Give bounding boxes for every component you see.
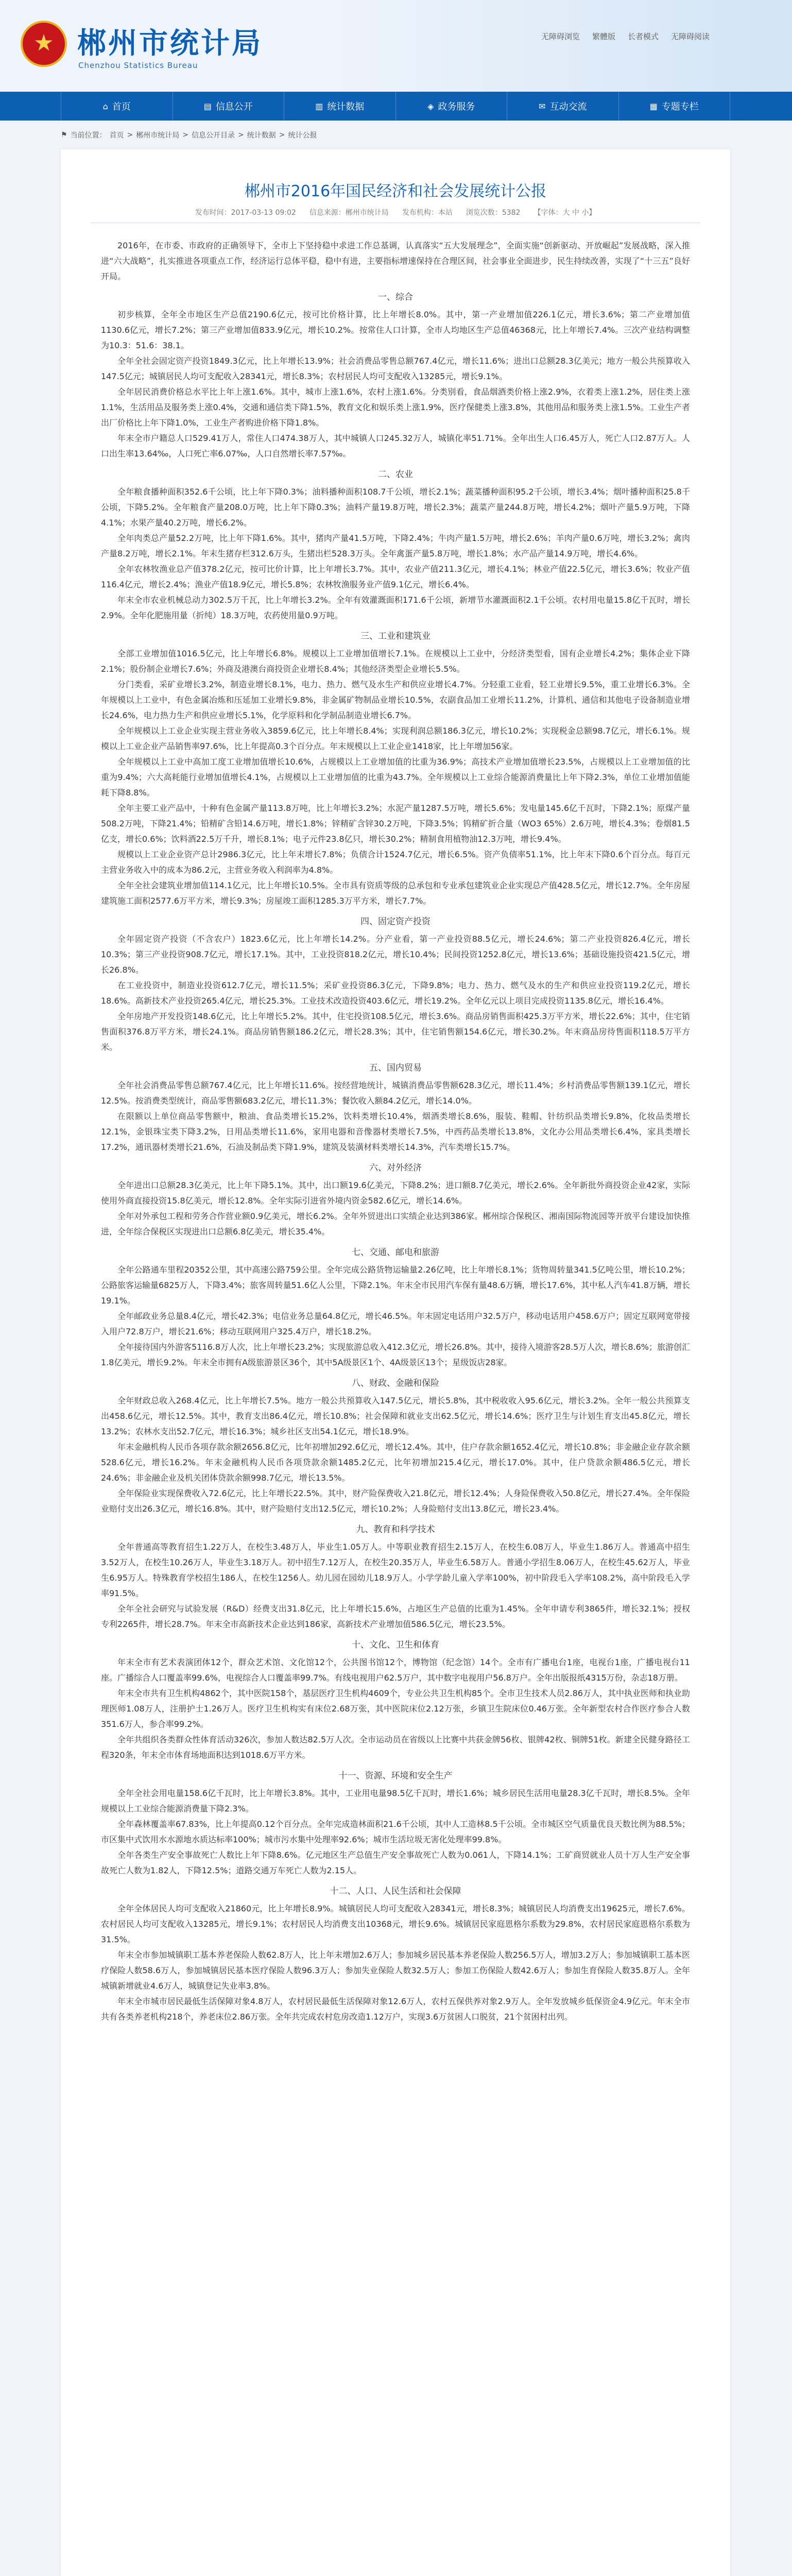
paragraph: 年末金融机构人民币各项存款余额2656.8亿元，比年初增加292.6亿元，增长12.4%。其中，住户存款余额1652.4亿元，增长10.8%；非金融企业存款余额528.6亿元，增长16.2%。年末金融机构人民币各项贷款余额1485.2亿元，比年初增加215.4亿元，增长17.0%。其中，住户贷款余额486.5亿元，增长24.6%；非金融企业及机关团体贷款余额998.7亿元，增长13.5%。 bbox=[101, 1442, 690, 1483]
location-icon: ⚑ bbox=[61, 131, 67, 139]
paragraph: 全年普通高等教育招生1.22万人，在校生3.48万人，毕业生1.05万人。中等职业教育招生2.15万人，在校生6.08万人，毕业生1.86万人。普通高中招生3.52万人，在校生10.26万人，毕业生3.18万人。初中招生7.12万人，在校生20.35万人，毕业生6.58万人。普通小学招生8.06万人，在校生45.62万人，毕业生6.95万人。特殊教育学校招生186人，在校生1256人。幼儿园在园幼儿18.9万人。小学学龄儿童入学率100%，初中阶段毛入学率108.2%，高中阶段毛入学率91.5%。 bbox=[101, 1542, 690, 1598]
paragraph: 全年财政总收入268.4亿元，比上年增长7.5%。地方一般公共预算收入147.5亿元，增长5.8%，其中税收收入95.6亿元，增长3.2%。全年一般公共预算支出458.6亿元，增长12.5%。其中，教育支出86.4亿元，增长10.8%；社会保障和就业支出62.5亿元，增长14.6%；医疗卫生与计划生育支出45.8亿元，增长13.2%；农林水支出52.7亿元，增长16.3%；城乡社区支出54.1亿元，增长18.9%。 bbox=[101, 1396, 690, 1436]
section-heading: 八、财政、金融和保险 bbox=[352, 1378, 439, 1388]
paragraph: 年末全市共有卫生机构4862个，其中医院158个，基层医疗卫生机构4609个，专业公共卫生机构85个。全市卫生技术人员2.86万人，其中执业医师和执业助理医师1.08万人，注册护士1.26万人。医疗卫生机构实有床位2.68万张，其中医院床位2.12万张，乡镇卫生院床位0.46万张。全年新型农村合作医疗参合人数351.6万人，参合率99.2%。 bbox=[101, 1688, 690, 1729]
paragraph: 全年共组织各类群众性体育活动326次，参加人数达82.5万人次。全市运动员在省级以上比赛中共获金牌56枚、银牌42枚、铜牌51枚。新建全民健身路径工程320条，年末全市体育场地面积达到1018.6万平方米。 bbox=[101, 1735, 690, 1760]
breadcrumb-item[interactable]: 信息公开目录 bbox=[192, 131, 235, 140]
nav-label: 互动交流 bbox=[549, 101, 587, 112]
breadcrumb-item[interactable]: 统计公报 bbox=[288, 131, 317, 140]
service-icon: ◈ bbox=[427, 101, 434, 111]
section-heading: 十一、资源、环境和安全生产 bbox=[338, 1771, 453, 1781]
paragraph: 全年房地产开发投资148.6亿元，比上年增长5.2%。其中，住宅投资108.5亿元，增长3.6%。商品房销售面积425.3万平方米，增长22.6%；其中，住宅销售面积376.8万平方米，增长24.1%。商品房销售额186.2亿元，增长28.3%；其中，住宅销售额154.6亿元，增长30.2%。年末商品房待售面积118.5万平方米。 bbox=[101, 1011, 690, 1052]
top-link[interactable]: 无障碍阅读 bbox=[670, 32, 710, 41]
chart-icon: ▥ bbox=[315, 101, 323, 111]
nav-label: 政务服务 bbox=[438, 101, 475, 112]
paragraph: 全年邮政业务总量8.4亿元，增长42.3%；电信业务总量64.8亿元，增长46.5%。年末固定电话用户32.5万户，移动电话用户458.6万户；固定互联网宽带接入用户72.8万户，增长21.6%；移动互联网用户325.4万户，增长18.2%。 bbox=[101, 1311, 690, 1336]
paragraph: 分门类看，采矿业增长3.2%，制造业增长8.1%，电力、热力、燃气及水生产和供应业增长4.7%。分轻重工业看，轻工业增长9.5%，重工业增长6.3%。全年规模以上工业中，有色金属冶炼和压延加工业增长9.8%，非金属矿物制品业增长10.5%，农副食品加工业增长11.2%，计算机、通信和其他电子设备制造业增长24.6%，电力热力生产和供应业增长5.1%，化学原料和化学制品制造业增长6.7%。 bbox=[101, 680, 690, 720]
nav-label: 首页 bbox=[112, 101, 131, 112]
nav-item-topics[interactable] bbox=[619, 92, 731, 121]
paragraph: 全年森林覆盖率67.83%，比上年提高0.12个百分点。全年完成造林面积21.6千公顷，其中人工造林8.5千公顷。全市城区空气质量优良天数比例为88.5%；市区集中式饮用水水源地水质达标率100%；城市污水集中处理率92.6%；城市生活垃圾无害化处理率99.8%。 bbox=[101, 1819, 690, 1844]
top-link[interactable]: 长者模式 bbox=[627, 32, 659, 41]
main-nav bbox=[0, 92, 792, 121]
paragraph: 全年保险业实现保费收入72.6亿元，比上年增长22.5%。其中，财产险保费收入21.8亿元，增长12.4%；人身险保费收入50.8亿元，增长27.4%。全年保险业赔付支出26.3亿元，增长16.8%。其中，财产险赔付支出12.5亿元，增长10.2%；人身险赔付支出13.8亿元，增长23.4%。 bbox=[101, 1488, 690, 1514]
section-heading: 九、教育和科学技术 bbox=[356, 1524, 435, 1535]
section-heading: 三、工业和建筑业 bbox=[360, 631, 431, 641]
info-source: 信息来源：郴州市统计局 bbox=[309, 209, 389, 217]
paragraph: 全年公路通车里程20352公里，其中高速公路759公里。全年完成公路货物运输量2.26亿吨，比上年增长8.1%；货物周转量341.5亿吨公里，增长10.2%；公路旅客运输量6825万人，下降3.4%；旅客周转量51.6亿人公里，下降2.1%。年末全市民用汽车保有量48.6万辆，增长17.6%，其中私人汽车41.8万辆，增长19.1%。 bbox=[101, 1265, 690, 1306]
paragraph: 年末全市户籍总人口529.41万人，常住人口474.38万人，其中城镇人口245.32万人，城镇化率51.71%。全年出生人口6.45万人，死亡人口2.87万人。人口出生率13.64‰，人口死亡率6.07‰，人口自然增长率7.57‰。 bbox=[101, 433, 690, 459]
top-link[interactable]: 无障碍浏览 bbox=[541, 32, 580, 41]
breadcrumb-item[interactable]: 首页 bbox=[109, 131, 124, 140]
paragraph: 全年规模以上工业中高加工度工业增加值增长10.6%，占规模以上工业增加值的比重为36.9%；高技术产业增加值增长23.5%，占规模以上工业增加值的比重为9.4%；六大高耗能行业增加值增长4.1%，占规模以上工业增加值的比重为43.7%。全年规模以上工业综合能源消费量比上年下降2.3%，单位工业增加值能耗下降8.8%。 bbox=[101, 757, 690, 798]
paragraph: 全年全社会用电量158.6亿千瓦时，比上年增长3.8%。其中，工业用电量98.5亿千瓦时，增长1.6%；城乡居民生活用电量28.3亿千瓦时，增长8.5%。全年规模以上工业综合能源消费量下降2.3%。 bbox=[101, 1788, 690, 1814]
article-container bbox=[61, 149, 730, 2576]
top-links bbox=[541, 31, 710, 42]
paragraph: 全年固定资产投资（不含农户）1823.6亿元，比上年增长14.2%。分产业看，第一产业投资88.5亿元，增长24.6%；第二产业投资826.4亿元，增长10.3%；第三产业投资908.7亿元，增长17.1%。其中，工业投资818.2亿元，增长10.4%；民间投资1252.8亿元，增长13.6%；基础设施投资421.5亿元，增长26.8%。 bbox=[101, 934, 690, 975]
paragraph: 2016年，在市委、市政府的正确领导下，全市上下坚持稳中求进工作总基调，认真落实“五大发展理念”，全面实施“创新驱动、开放崛起”发展战略，深入推进“六大战略”，扎实推进各项重点工作，经济运行总体平稳，稳中有进，主要指标增速保持在合理区间，社会事业全面进步，民生持续改善，实现了“十三五”良好开局。 bbox=[101, 241, 690, 281]
paragraph: 年末全市农业机械总动力302.5万千瓦，比上年增长3.2%。全年有效灌溉面积171.6千公顷，新增节水灌溉面积2.1千公顷。农村用电量15.8亿千瓦时，增长2.9%。全年化肥施用量（折纯）18.3万吨，农药使用量0.9万吨。 bbox=[101, 595, 690, 620]
nav-item-info[interactable] bbox=[173, 92, 285, 121]
paragraph: 初步核算，全年全市地区生产总值2190.6亿元，按可比价格计算，比上年增长8.0%。其中，第一产业增加值226.1亿元，增长3.6%；第二产业增加值1130.6亿元，增长7.2%；第三产业增加值833.9亿元，增长10.2%。按常住人口计算，全市人均地区生产总值46368元，比上年增长7.4%。三次产业结构调整为10.3：51.6：38.1。 bbox=[101, 310, 690, 350]
nav-item-interact[interactable] bbox=[507, 92, 619, 121]
paragraph: 年末全市有艺术表演团体12个，群众艺术馆、文化馆12个，公共图书馆12个，博物馆（纪念馆）14个。全市有广播电台1座，电视台1座，广播电视台11座。广播综合人口覆盖率99.6%，电视综合人口覆盖率99.7%。有线电视用户62.5万户，其中数字电视用户56.8万户。全年出版报纸4315万份，杂志18万册。 bbox=[101, 1657, 690, 1683]
national-emblem-icon bbox=[21, 21, 67, 67]
top-link[interactable]: 繁體版 bbox=[592, 32, 615, 41]
paragraph: 全年全社会研究与试验发展（R&D）经费支出31.8亿元，比上年增长15.6%，占地区生产总值的比重为1.45%。全年申请专利3865件，增长32.1%；授权专利2265件，增长28.7%。年末全市高新技术企业达到186家，高新技术产业增加值586.5亿元，增长23.5%。 bbox=[101, 1604, 690, 1629]
paragraph: 全部工业增加值1016.5亿元，比上年增长6.8%。规模以上工业增加值增长7.1%。在规模以上工业中，分经济类型看，国有企业增长4.2%；集体企业下降2.1%；股份制企业增长7.6%；外商及港澳台商投资企业增长8.4%；其他经济类型企业增长5.5%。 bbox=[101, 649, 690, 674]
nav-item-home[interactable] bbox=[61, 92, 173, 121]
folder-icon: ▦ bbox=[649, 101, 658, 111]
view-count: 浏览次数：5382 bbox=[466, 209, 521, 217]
paragraph: 全年进出口总额28.3亿美元，比上年下降5.1%。其中，出口额19.6亿美元，下降8.2%；进口额8.7亿美元，增长2.6%。全年新批外商投资企业42家，实际使用外商直接投资15.8亿美元，增长12.8%。全年实际引进省外境内资金582.6亿元，增长14.6%。 bbox=[101, 1180, 690, 1206]
article-title: 郴州市2016年国民经济和社会发展统计公报 bbox=[244, 182, 547, 200]
section-heading: 二、农业 bbox=[378, 469, 413, 480]
section-heading: 十、文化、卫生和体育 bbox=[352, 1640, 439, 1650]
paragraph: 全年粮食播种面积352.6千公顷，比上年下降0.3%；油料播种面积108.7千公顷，增长2.1%；蔬菜播种面积95.2千公顷，增长3.4%；烟叶播种面积25.8千公顷，下降5.2%。全年粮食产量208.0万吨，比上年下降0.3%；油料产量19.8万吨，增长2.3%；蔬菜产量244.8万吨，增长4.2%；烟叶产量5.9万吨，下降4.1%；水果产量40.2万吨，增长6.2%。 bbox=[101, 487, 690, 528]
paragraph: 全年肉类总产量52.2万吨，比上年下降1.6%。其中，猪肉产量41.5万吨，下降2.4%；牛肉产量1.5万吨，增长2.6%；羊肉产量0.6万吨，增长3.2%；禽肉产量8.2万吨，增长2.1%。年末生猪存栏312.6万头，生猪出栏528.3万头。全年禽蛋产量5.8万吨，增长1.8%；水产品产量14.9万吨，增长4.6%。 bbox=[101, 533, 690, 558]
site-title[interactable]: 郴州市统计局 bbox=[77, 26, 263, 60]
paragraph: 全年对外承包工程和劳务合作营业额0.9亿美元，增长6.2%。全年外贸进出口实绩企业达到386家。郴州综合保税区、湘南国际物流园等开放平台建设加快推进，全年综合保税区实现进出口总额6.8亿美元，增长35.4%。 bbox=[101, 1211, 690, 1236]
paragraph: 全年规模以上工业企业实现主营业务收入3859.6亿元，比上年增长8.4%；实现利润总额186.3亿元，增长10.2%；实现税金总额98.7亿元，增长6.1%。规模以上工业企业产品销售率97.6%，比上年提高0.3个百分点。年末规模以上工业企业1418家，比上年增加56家。 bbox=[101, 726, 690, 751]
breadcrumb-item[interactable]: 郴州市统计局 bbox=[136, 131, 180, 140]
paragraph: 在工业投资中，制造业投资612.7亿元，增长11.5%；采矿业投资86.3亿元，下降9.8%；电力、热力、燃气及水的生产和供应业投资119.2亿元，增长18.6%。高新技术产业投资265.4亿元，增长25.3%。工业技术改造投资403.6亿元，增长19.2%。全年亿元以上项目完成投资1135.8亿元，增长16.4%。 bbox=[101, 980, 690, 1006]
section-heading: 七、交通、邮电和旅游 bbox=[352, 1247, 439, 1258]
nav-label: 专题专栏 bbox=[661, 101, 699, 112]
home-icon: ⌂ bbox=[102, 101, 108, 111]
paragraph: 全年主要工业产品中，十种有色金属产量113.8万吨，比上年增长3.2%；水泥产量1287.5万吨，增长5.6%；发电量145.6亿千瓦时，下降2.1%；原煤产量508.2万吨，下降21.4%；铅精矿含铅14.6万吨，增长1.8%；锌精矿含锌30.2万吨，下降3.5%；钨精矿折合量（WO3 65%）2.6万吨，增长4.3%；卷烟81.5亿支，增长0.6%；饮料酒22.5万千升，增长8.1%；电子元件23.8亿只，增长30.2%；精制食用植物油12.3万吨，增长9.4%。 bbox=[101, 803, 690, 844]
paragraph: 全年全体居民人均可支配收入21860元，比上年增长8.9%。城镇居民人均可支配收入28341元，增长8.3%；城镇居民人均消费支出19625元，增长7.6%。农村居民人均可支配收入13285元，增长9.1%；农村居民人均消费支出10368元，增长9.6%。城镇居民家庭恩格尔系数为29.8%，农村居民家庭恩格尔系数为31.5%。 bbox=[101, 1904, 690, 1944]
document-icon: ▤ bbox=[203, 101, 212, 111]
chat-icon: ✉ bbox=[539, 101, 546, 111]
article-body bbox=[101, 238, 690, 2025]
breadcrumb: ⚑ 当前位置： 首页 > 郴州市统计局 > 信息公开目录 > 统计数据 > 统计公报 bbox=[61, 131, 317, 140]
publisher: 发布机构：本站 bbox=[402, 209, 453, 217]
font-size-switch[interactable]: 【字体：大 中 小】 bbox=[533, 209, 596, 217]
section-heading: 五、国内贸易 bbox=[369, 1063, 422, 1073]
paragraph: 全年社会消费品零售总额767.4亿元，比上年增长11.6%。按经营地统计，城镇消费品零售额628.3亿元，增长11.4%；乡村消费品零售额139.1亿元，增长12.5%。按消费类型统计，商品零售额683.2亿元，增长11.3%；餐饮收入额84.2亿元，增长14.0%。 bbox=[101, 1080, 690, 1106]
breadcrumb-item[interactable]: 统计数据 bbox=[247, 131, 276, 140]
paragraph: 在限额以上单位商品零售额中，粮油、食品类增长15.2%，饮料类增长10.4%，烟酒类增长8.6%，服装、鞋帽、针纺织品类增长9.8%，化妆品类增长12.1%，金银珠宝类下降3.2%，日用品类增长11.6%，家用电器和音像器材类增长7.5%，中西药品类增长13.8%，文化办公用品类增长6.4%，家具类增长17.2%，通讯器材类增长21.6%，石油及制品类下降1.9%，建筑及装潢材料类增长14.3%，汽车类增长15.7%。 bbox=[101, 1111, 690, 1152]
article-meta bbox=[61, 207, 730, 217]
section-heading: 四、固定资产投资 bbox=[360, 917, 431, 927]
site-header bbox=[0, 0, 792, 92]
paragraph: 全年全社会固定资产投资1849.3亿元，比上年增长13.9%；社会消费品零售总额767.4亿元，增长11.6%；进出口总额28.3亿美元；地方一般公共预算收入147.5亿元；城镇居民人均可支配收入28341元，增长8.3%；农村居民人均可支配收入13285元，增长9.1%。 bbox=[101, 356, 690, 381]
section-heading: 六、对外经济 bbox=[369, 1163, 422, 1173]
paragraph: 年末全市参加城镇职工基本养老保险人数62.8万人，比上年末增加2.6万人；参加城乡居民基本养老保险人数256.5万人，增加3.2万人；参加城镇职工基本医疗保险人数58.6万人，参加城镇居民基本医疗保险人数96.3万人；参加失业保险人数32.5万人；参加工伤保险人数42.6万人；参加生育保险人数35.8万人。全年城镇新增就业4.6万人，城镇登记失业率3.8%。 bbox=[101, 1950, 690, 1991]
paragraph: 全年农林牧渔业总产值378.2亿元，按可比价计算，比上年增长3.7%。其中，农业产值211.3亿元，增长4.1%；林业产值22.5亿元，增长3.6%；牧业产值116.4亿元，增长2.4%；渔业产值18.9亿元，增长5.8%；农林牧渔服务业产值9.1亿元，增长6.4%。 bbox=[101, 564, 690, 589]
header-background bbox=[329, 0, 792, 92]
paragraph: 年末全市城市居民最低生活保障对象4.8万人，农村居民最低生活保障对象12.6万人，农村五保供养对象2.9万人。全年发放城乡低保资金4.9亿元。年末全市共有各类养老机构218个，养老床位2.86万张。全年共完成农村危房改造1.12万户，实现3.6万贫困人口脱贫，21个贫困村出列。 bbox=[101, 1996, 690, 2022]
section-heading: 一、综合 bbox=[378, 292, 413, 302]
section-heading: 十二、人口、人民生活和社会保障 bbox=[330, 1886, 461, 1896]
nav-item-data[interactable] bbox=[284, 92, 396, 121]
nav-label: 信息公开 bbox=[215, 101, 253, 112]
paragraph: 全年全社会建筑业增加值114.1亿元，比上年增长10.5%。全市具有资质等级的总承包和专业承包建筑业企业实现总产值428.5亿元，增长12.7%。全年房屋建筑施工面积2577.6万平方米，增长9.3%；房屋竣工面积1285.3万平方米，增长7.7%。 bbox=[101, 880, 690, 906]
nav-item-service[interactable] bbox=[396, 92, 508, 121]
publish-time: 发布时间：2017-03-13 09:02 bbox=[195, 209, 296, 217]
paragraph: 全年各类生产安全事故死亡人数比上年下降8.6%。亿元地区生产总值生产安全事故死亡人数为0.061人，下降14.1%；工矿商贸就业人员十万人生产安全事故死亡人数为1.82人，下降12.5%；道路交通万车死亡人数为2.15人。 bbox=[101, 1850, 690, 1875]
paragraph: 全年接待国内外游客5116.8万人次，比上年增长23.2%；实现旅游总收入412.3亿元，增长26.8%。其中，接待入境游客28.5万人次，增长8.6%；旅游创汇1.8亿美元，增长9.2%。年末全市拥有A级旅游景区36个，其中5A级景区1个、4A级景区13个；星级饭店28家。 bbox=[101, 1342, 690, 1367]
breadcrumb-prefix: 当前位置： bbox=[70, 131, 107, 140]
paragraph: 规模以上工业企业资产总计2986.3亿元，比上年末增长7.8%；负债合计1524.7亿元，增长6.5%。资产负债率51.1%，比上年末下降0.6个百分点。每百元主营业务收入中的成本为86.2元，主营业务收入利润率为4.8%。 bbox=[101, 850, 690, 875]
paragraph: 全年居民消费价格总水平比上年上涨1.6%。其中，城市上涨1.6%，农村上涨1.6%。分类别看，食品烟酒类价格上涨2.9%，衣着类上涨1.2%，居住类上涨1.1%，生活用品及服务类上涨0.4%，交通和通信类下降1.5%，教育文化和娱乐类上涨1.9%，医疗保健类上涨3.8%，其他用品和服务类上涨1.5%。工业生产者出厂价格比上年下降1.0%，工业生产者购进价格下降1.8%。 bbox=[101, 387, 690, 428]
site-subtitle: Chenzhou Statistics Bureau bbox=[78, 61, 198, 70]
nav-label: 统计数据 bbox=[327, 101, 365, 112]
